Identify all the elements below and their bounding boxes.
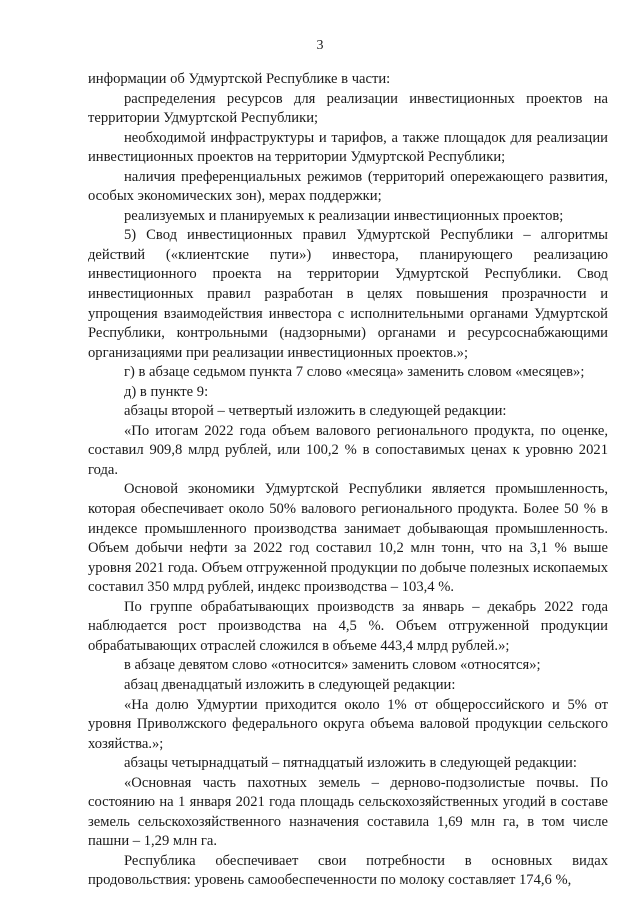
paragraph-10: «По итогам 2022 года объем валового регионального продукта, по оценке, составил 909,8 млрд рублей, или 100,2 % в сопоставимых ценах к уровню 2021 года. — [88, 422, 608, 478]
paragraph-15: «На долю Удмуртии приходится около 1% от общероссийского и 5% от уровня Приволжского федерального округа объема валовой продукции сельского хозяйства.»; — [88, 696, 608, 752]
paragraph-18: Республика обеспечивает свои потребности в основных видах продовольствия: уровень самообеспеченности по молоку составляет 174,6 %, — [88, 852, 608, 889]
paragraph-3: необходимой инфраструктуры и тарифов, а также площадок для реализации инвестиционных проектов на территории Удмуртской Республики; — [88, 129, 608, 166]
paragraph-5: реализуемых и планируемых к реализации инвестиционных проектов; — [124, 207, 564, 224]
paragraph-14: абзац двенадцатый изложить в следующей редакции: — [124, 676, 456, 693]
paragraph-1: информации об Удмуртской Республике в части: — [88, 71, 391, 87]
paragraph-6: 5) Свод инвестиционных правил Удмуртской Республики – алгоритмы действий («клиентские пути») инвестора, планирующего реализацию инвестиционного проекта на территории Удмуртской Республики. Свод инвестиционных правил разработан в целях повышения прозрачности и упрощения взаимодействия инвестора с исполнительными органами Удмуртской Республики, контрольными (надзорными) органами и ресурсоснабжающими организациями при реализации инвестиционных проектов.»; — [88, 227, 608, 361]
paragraph-2: распределения ресурсов для реализации инвестиционных проектов на территории Удмуртской Республики; — [88, 90, 608, 127]
paragraph-17: «Основная часть пахотных земель – дерново-подзолистые почвы. По состоянию на 1 января 2021 года площадь сельскохозяйственных угодий в составе земель сельскохозяйственного назначения составила 1,69 млн га, в том числе пашни – 1,29 млн га. — [88, 774, 608, 850]
page-number: 3 — [316, 38, 324, 53]
paragraph-4: наличия преференциальных режимов (территорий опережающего развития, особых экономических зон), мерах поддержки; — [88, 168, 608, 205]
paragraph-16: абзацы четырнадцатый – пятнадцатый изложить в следующей редакции: — [124, 755, 577, 772]
paragraph-7: г) в абзаце седьмом пункта 7 слово «месяца» заменить словом «месяцев»; — [124, 364, 585, 381]
paragraph-12: По группе обрабатывающих производств за январь – декабрь 2022 года наблюдается рост производства на 4,5 %. Объем отгруженной продукции обрабатывающих отраслей сложился в объеме 443,4 млрд рублей.»; — [88, 598, 608, 654]
paragraph-8: д) в пункте 9: — [124, 383, 209, 400]
paragraph-9: абзацы второй – четвертый изложить в следующей редакции: — [124, 403, 507, 420]
document-body — [88, 70, 608, 891]
paragraph-13: в абзаце девятом слово «относится» заменить словом «относятся»; — [124, 657, 541, 674]
paragraph-11: Основой экономики Удмуртской Республики является промышленность, которая обеспечивает около 50% валового регионального продукта. Более 50 % в индексе промышленного производства занимает добывающая промышленность. Объем добычи нефти за 2022 год составил 10,2 млн тонн, что на 3,1 % выше уровня 2021 года. Объем отгруженной продукции по добыче полезных ископаемых составил 350 млрд рублей, индекс производства – 103,4 %. — [88, 481, 608, 596]
